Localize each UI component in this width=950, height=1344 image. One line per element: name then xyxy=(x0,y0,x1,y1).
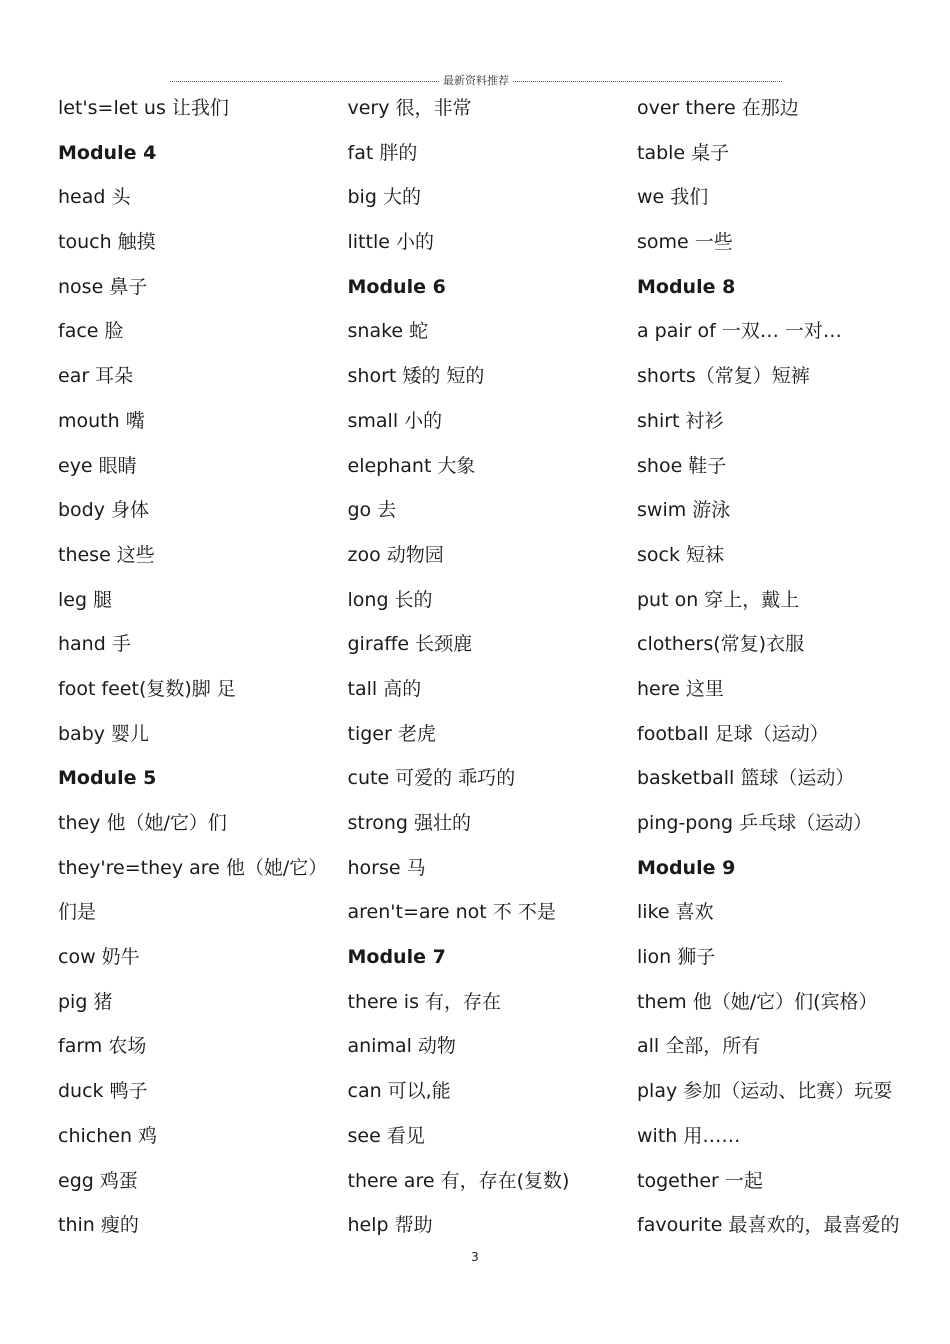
vocabulary-entry: horse 马 xyxy=(347,856,426,879)
vocabulary-entry: baby 婴儿 xyxy=(58,722,150,745)
module-heading: Module 5 xyxy=(58,767,157,790)
header-dotted-rule-left xyxy=(170,81,439,82)
vocabulary-entry: fat 胖的 xyxy=(347,141,418,164)
vocabulary-entry: 们是 xyxy=(58,901,97,924)
module-heading: Module 7 xyxy=(347,946,446,969)
vocabulary-entry: elephant 大象 xyxy=(347,454,476,477)
vocabulary-entry: go 去 xyxy=(347,499,397,522)
vocabulary-entry: football 足球（运动） xyxy=(637,722,829,745)
vocabulary-entry: some 一些 xyxy=(637,231,733,254)
vocabulary-entry: tiger 老虎 xyxy=(347,722,436,745)
vocabulary-entry: strong 强壮的 xyxy=(347,812,472,834)
vocabulary-entry: clothers(常复)衣服 xyxy=(637,633,805,656)
module-heading: Module 9 xyxy=(637,856,736,879)
vocabulary-entry: mouth 嘴 xyxy=(58,409,145,432)
vocabulary-entry: a pair of 一双… 一对… xyxy=(637,320,842,343)
vocabulary-entry: there are 有，存在(复数) xyxy=(347,1169,570,1192)
vocabulary-entry: we 我们 xyxy=(637,186,709,209)
vocabulary-entry: duck 鸭子 xyxy=(58,1080,148,1103)
vocabulary-entry: there is 有，存在 xyxy=(347,990,502,1013)
vocabulary-entry: hand 手 xyxy=(58,633,131,656)
vocabulary-entry: pig 猪 xyxy=(58,990,113,1013)
vocabulary-entry: foot feet(复数)脚 足 xyxy=(58,677,236,700)
vocabulary-entry: chichen 鸡 xyxy=(58,1124,158,1147)
vocabulary-entry: leg 腿 xyxy=(58,588,113,611)
vocabulary-entry: like 喜欢 xyxy=(637,901,714,924)
vocabulary-entry: with 用…… xyxy=(637,1124,741,1147)
vocabulary-entry: together 一起 xyxy=(637,1169,763,1192)
module-heading: Module 6 xyxy=(347,275,446,298)
vocabulary-entry: shoe 鞋子 xyxy=(637,454,727,477)
vocabulary-entry: they're=they are 他（她/它） xyxy=(58,856,328,879)
vocabulary-entry: face 脸 xyxy=(58,320,124,343)
vocabulary-entry: sock 短袜 xyxy=(637,543,725,566)
vocabulary-entry: snake 蛇 xyxy=(347,320,429,343)
vocabulary-entry: shirt 衬衫 xyxy=(637,409,724,432)
vocabulary-entry: let's=let us 让我们 xyxy=(58,97,229,119)
vocabulary-entry: play 参加（运动、比赛）玩耍 xyxy=(637,1080,893,1103)
vocabulary-entry: ping-pong 乒乓球（运动） xyxy=(637,812,873,834)
vocabulary-entry: touch 触摸 xyxy=(58,231,156,254)
vocabulary-entry: see 看见 xyxy=(347,1124,425,1147)
module-heading: Module 4 xyxy=(58,141,157,164)
vocabulary-column-3 xyxy=(637,86,917,1248)
vocabulary-entry: shorts（常复）短裤 xyxy=(637,365,810,388)
vocabulary-columns xyxy=(58,86,918,1248)
vocabulary-entry: cute 可爱的 乖巧的 xyxy=(347,767,516,790)
module-heading: Module 8 xyxy=(637,275,736,298)
vocabulary-entry: short 矮的 短的 xyxy=(347,365,485,388)
vocabulary-entry: can 可以,能 xyxy=(347,1080,451,1103)
vocabulary-entry: all 全部，所有 xyxy=(637,1035,761,1058)
vocabulary-entry: swim 游泳 xyxy=(637,499,731,522)
vocabulary-entry: long 长的 xyxy=(347,588,433,611)
vocabulary-column-2 xyxy=(348,86,638,1248)
vocabulary-entry: thin 瘦的 xyxy=(58,1214,139,1237)
vocabulary-entry: cow 奶牛 xyxy=(58,946,140,969)
vocabulary-entry: small 小的 xyxy=(347,409,443,432)
page-number: 3 xyxy=(471,1250,479,1264)
vocabulary-entry: ear 耳朵 xyxy=(58,365,134,388)
vocabulary-entry: giraffe 长颈鹿 xyxy=(347,633,473,656)
vocabulary-entry: big 大的 xyxy=(347,186,421,209)
vocabulary-entry: over there 在那边 xyxy=(637,97,799,119)
vocabulary-entry: zoo 动物园 xyxy=(347,543,444,566)
vocabulary-entry: egg 鸡蛋 xyxy=(58,1169,138,1192)
vocabulary-entry: here 这里 xyxy=(637,677,724,700)
vocabulary-entry: help 帮助 xyxy=(347,1214,433,1237)
vocabulary-entry: very 很，非常 xyxy=(347,97,472,119)
vocabulary-entry: they 他（她/它）们 xyxy=(58,812,227,834)
header-label: 最新资料推荐 xyxy=(443,74,509,87)
header-dotted-rule-right xyxy=(513,81,782,82)
vocabulary-entry: put on 穿上，戴上 xyxy=(637,588,800,611)
vocabulary-entry: aren't=are not 不 不是 xyxy=(347,901,556,924)
vocabulary-entry: eye 眼睛 xyxy=(58,454,137,477)
vocabulary-column-1 xyxy=(58,86,348,1248)
vocabulary-entry: body 身体 xyxy=(58,499,150,522)
vocabulary-entry: little 小的 xyxy=(347,231,434,254)
vocabulary-entry: these 这些 xyxy=(58,543,155,566)
vocabulary-entry: animal 动物 xyxy=(347,1035,456,1058)
vocabulary-entry: head 头 xyxy=(58,186,131,209)
vocabulary-entry: nose 鼻子 xyxy=(58,275,148,298)
vocabulary-entry: tall 高的 xyxy=(347,677,422,700)
vocabulary-entry: lion 狮子 xyxy=(637,946,716,969)
vocabulary-entry: favourite 最喜欢的，最喜爱的 xyxy=(637,1214,900,1237)
vocabulary-entry: table 桌子 xyxy=(637,141,730,164)
vocabulary-entry: farm 农场 xyxy=(58,1035,147,1058)
vocabulary-entry: basketball 篮球（运动） xyxy=(637,767,855,790)
vocabulary-entry: them 他（她/它）们(宾格） xyxy=(637,990,878,1013)
